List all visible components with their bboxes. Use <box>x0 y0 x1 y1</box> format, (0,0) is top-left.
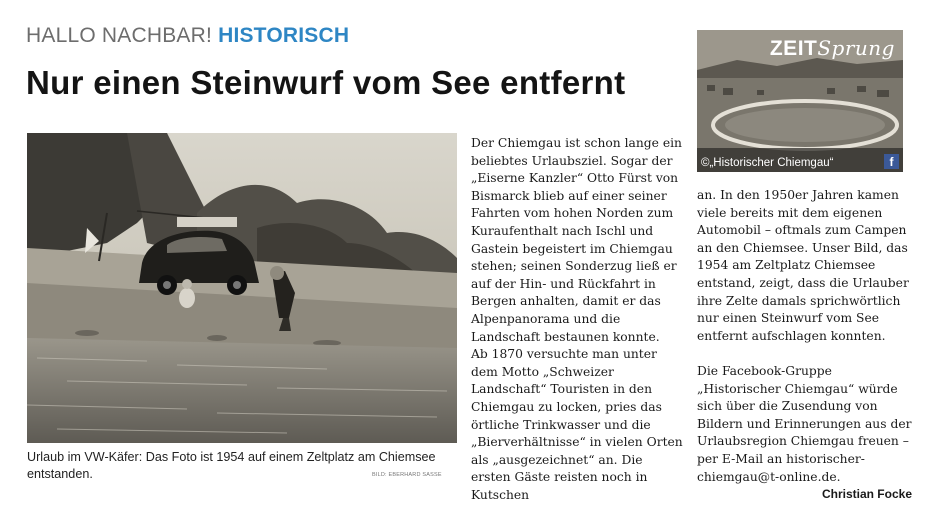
kicker-section: HALLO NACHBAR! <box>26 24 213 47</box>
facebook-icon: f <box>884 154 899 169</box>
kicker <box>26 24 349 48</box>
author-name: Christian Focke <box>821 487 912 502</box>
logo-copyright: ©„Historischer Chiemgau“ <box>701 157 834 169</box>
zeitsprung-wordmark <box>770 36 895 61</box>
paragraph-4-text: Die Facebook-Gruppe „Historischer Chiemgau“ würde sich über die Zusendung von Bildern und Erinnerungen aus der Urlaubsregion Chiemgau freuen – per E-Mail an historischer-chiemgau@t-online.de. <box>697 363 912 484</box>
zeit-label: ZEIT <box>769 37 818 60</box>
vintage-campsite-photo <box>27 133 457 443</box>
paragraph-4 <box>697 363 912 502</box>
photo-caption: Urlaub im VW-Käfer: Das Foto ist 1954 auf einem Zeltplatz am Chiemsee entstanden. <box>27 450 436 481</box>
article-column-1 <box>471 135 686 504</box>
sprung-label: Sprung <box>817 36 895 60</box>
photo-credit: BILD: EBERHARD SASSE <box>372 472 442 478</box>
paragraph-1: Der Chiemgau ist schon lange ein beliebtes Urlaubsziel. Sogar der „Eiserne Kanzler“ Otto Fürst von Bismarck blieb auf einer seiner Fahrten vom hohen Norden zum Kuraufenthalt nach Ischl und Gastein begeistert im Chiemgau stehen; seinen Sonderzug ließ er auf der Hin- und Rückfahrt in Bergen anhalten, damit er das Alpenpanorama und die Landschaft bestaunen konnte. <box>471 136 682 344</box>
article-column-2 <box>697 187 912 504</box>
article-photo <box>27 133 457 443</box>
paragraph-2: Ab 1870 versuchte man unter dem Motto „Schweizer Landschaft“ Touristen in den Chiemgau zu locken, pries das örtliche Trinkwasser und die „Bierverhältnisse“ in vielen Orten als „ausgezeichnet“ an. Die ersten Gäste reisten noch in Kutschen <box>471 347 683 502</box>
headline: Nur einen Steinwurf vom See entfernt <box>26 64 626 101</box>
kicker-topic: HISTORISCH <box>218 24 350 47</box>
zeitsprung-logo <box>697 30 903 172</box>
paragraph-3: an. In den 1950er Jahren kamen viele bereits mit dem eigenen Automobil – oftmals zum Campen an den Chiemsee. Unser Bild, das 1954 am Zeltplatz Chiemsee entstand, zeigt, dass die Urlauber ihre Zelte damals sprichwörtlich nur einen Steinwurf vom See entfernt aufschlagen konnten. <box>697 188 909 343</box>
